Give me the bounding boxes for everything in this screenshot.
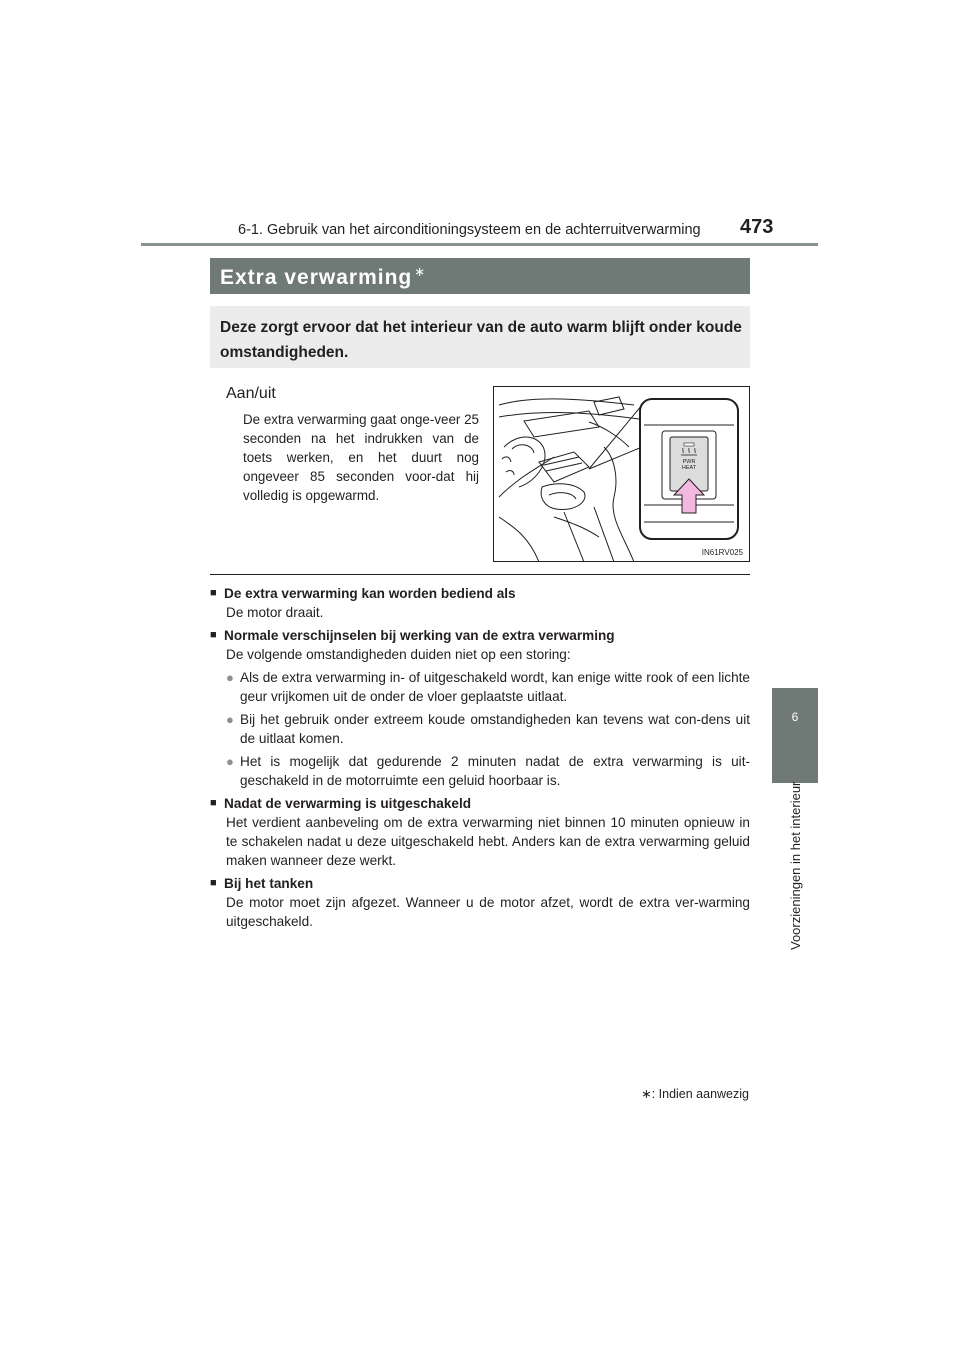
section-heading bbox=[210, 794, 750, 813]
lead-box bbox=[210, 306, 750, 368]
dashboard-drawing bbox=[494, 387, 750, 562]
running-header: 6-1. Gebruik van het airconditioningsysteem en de achterruitverwarming bbox=[238, 222, 701, 238]
section-text: De motor draait. bbox=[226, 605, 324, 620]
heading-text: Bij het tanken bbox=[224, 876, 314, 891]
list-item-text: Bij het gebruik onder extreem koude omstandigheden kan tevens wat con-dens uit de uitlaat komen. bbox=[240, 712, 750, 746]
circle-bullet-icon: ● bbox=[226, 712, 234, 727]
chapter-label bbox=[780, 781, 808, 950]
chapter-tab bbox=[772, 688, 818, 783]
section-heading bbox=[210, 584, 750, 603]
section-text: De volgende omstandigheden duiden niet op een storing: bbox=[226, 647, 571, 662]
section-text: De motor moet zijn afgezet. Wanneer u de motor afzet, wordt de extra ver-warming uitgeschakeld. bbox=[226, 895, 750, 929]
heading-text: Normale verschijnselen bij werking van de extra verwarming bbox=[224, 628, 615, 643]
section-text: Het verdient aanbeveling om de extra verwarming niet binnen 10 minuten opnieuw in te schakelen nadat u deze uitgeschakeld hebt. Anders kan de extra verwarming geluid maken wanneer deze werkt. bbox=[226, 815, 750, 868]
page-number: 473 bbox=[740, 216, 774, 238]
list-item bbox=[226, 752, 750, 790]
circle-bullet-icon: ● bbox=[226, 754, 234, 769]
heading-text: De extra verwarming kan worden bediend als bbox=[224, 586, 516, 601]
chapter-label-text: Voorzieningen in het interieur bbox=[788, 781, 803, 950]
button-label-pwr: PWR bbox=[682, 459, 696, 465]
square-bullet-icon: ■ bbox=[210, 629, 217, 641]
footnote-mark: ∗ bbox=[641, 1087, 652, 1101]
square-bullet-icon: ■ bbox=[210, 797, 217, 809]
heading-text: Nadat de verwarming is uitgeschakeld bbox=[224, 796, 472, 811]
lead-text: Deze zorgt ervoor dat het interieur van de auto warm blijft onder koude omstandigheden. bbox=[220, 319, 742, 361]
title-label: Extra verwarming bbox=[220, 266, 413, 289]
button-label-heat: HEAT bbox=[681, 465, 697, 471]
aan-uit-label: Aan/uit bbox=[226, 385, 276, 402]
square-bullet-icon: ■ bbox=[210, 587, 217, 599]
dashboard-illustration bbox=[493, 386, 750, 562]
chapter-number: 6 bbox=[791, 710, 799, 724]
list-item-text: Het is mogelijk dat gedurende 2 minuten nadat de extra verwarming is uit-geschakeld in de motorruimte een geluid hoorbaar is. bbox=[240, 754, 750, 788]
square-bullet-icon: ■ bbox=[210, 877, 217, 889]
title-asterisk: ∗ bbox=[414, 264, 427, 279]
page-title bbox=[220, 264, 426, 290]
section-heading bbox=[210, 874, 750, 893]
section-heading bbox=[210, 626, 750, 645]
header-rule bbox=[141, 243, 818, 246]
list-item bbox=[226, 668, 750, 706]
list-item-text: Als de extra verwarming in- of uitgeschakeld wordt, kan enige witte rook of een lichte geur vrijkomen uit de onder de vloer geplaatste uitlaat. bbox=[240, 670, 750, 704]
section-rule bbox=[210, 574, 750, 575]
figure-code: IN61RV025 bbox=[701, 548, 743, 557]
content bbox=[210, 580, 750, 935]
aan-uit-description: De extra verwarming gaat onge-veer 25 seconden na het indrukken van de toets werken, en het duurt nog ongeveer 85 seconden voor-dat hij volledig is opgewarmd. bbox=[243, 412, 479, 503]
list-item bbox=[226, 710, 750, 748]
circle-bullet-icon: ● bbox=[226, 670, 234, 685]
footnote-text: : Indien aanwezig bbox=[651, 1087, 749, 1101]
title-bar bbox=[210, 258, 750, 294]
footnote bbox=[641, 1086, 749, 1101]
